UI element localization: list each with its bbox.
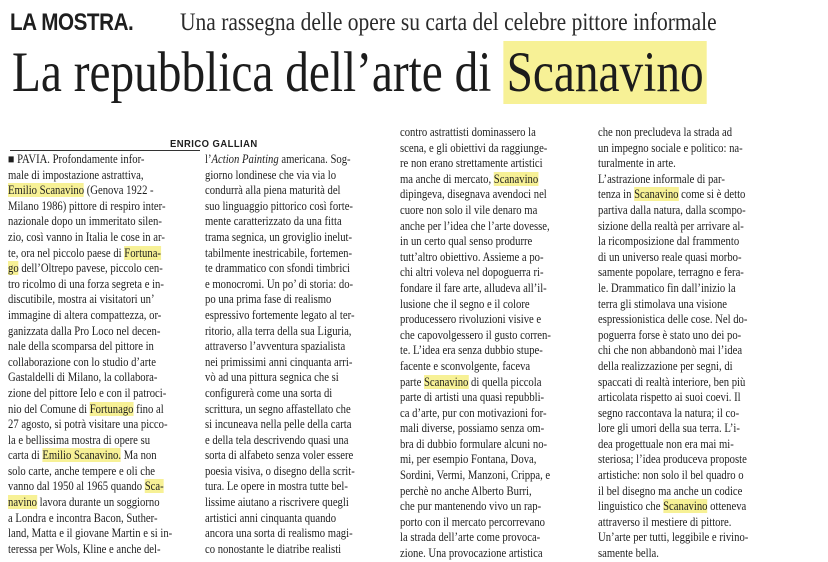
text-line: turalmente in arte. — [598, 156, 676, 171]
italic-term: Action Painting — [211, 152, 279, 166]
text-line: producessero rivoluzioni visive e — [400, 312, 542, 327]
text-line: in un certo qual senso produrre — [400, 234, 533, 249]
text-line: segno raccontava la natura; il co- — [598, 405, 740, 420]
text-line: po una prima fase di realismo — [205, 292, 332, 307]
text-line: dea progettuale non era mai mi- — [598, 436, 734, 451]
text-line: zione del pittore Ielo e con il patroci- — [8, 385, 167, 400]
text-line: artistici anni cinquanta quando — [205, 510, 337, 525]
text-line: samente bella. — [598, 546, 659, 561]
text-line: la ricomposizione dal frammento — [598, 234, 740, 249]
text-line: terra gli stimolava una visione — [598, 296, 728, 311]
highlighted-term: Emilio Scanavino. — [42, 448, 122, 463]
article-column-4 — [598, 125, 773, 562]
text-line: tutt’altro obiettivo. Assieme a po- — [400, 249, 544, 264]
text-line: sorta di alfabeto senza voler essere — [205, 448, 354, 463]
text-line: Milano 1986) pittore di respiro inter- — [8, 198, 166, 213]
text-line: facente e sconvolgente, faceva — [400, 358, 531, 373]
text-line: solo carte, anche tempere e oli che — [8, 463, 156, 478]
text-line: nale della scomparsa del pittore in — [8, 339, 154, 354]
text-line: zio, così vanno in Italia le cose in ar- — [8, 229, 165, 244]
text-line: ritorio, alla terra della sua Liguria, — [205, 323, 352, 338]
highlighted-term: Fortuna- — [124, 245, 161, 260]
highlighted-term: Scanavino — [663, 499, 708, 514]
highlighted-term: go — [8, 261, 19, 276]
text-line: che capovolgessero il gusto corren- — [400, 327, 551, 342]
text-line: navino lavora durante un soggiorno — [8, 495, 160, 510]
text-line: lusione che il segno e il colore — [400, 296, 530, 311]
text-line: scena, e gli obiettivi da raggiunge- — [400, 140, 548, 155]
text-line: discutibile, mostra ai visitatori un’ — [8, 292, 155, 307]
text-line: lissime aiutano a riscrivere quegli — [205, 495, 349, 510]
text-line: ■ PAVIA. Profondamente infor- — [8, 152, 145, 166]
text-line: dipingeva, disegnava avendoci nel — [400, 187, 547, 202]
text-line: a Londra e incontra Bacon, Suther- — [8, 510, 158, 525]
text-line: porto con il mercato percorrevano — [400, 514, 545, 529]
highlighted-term: navino — [8, 495, 38, 510]
text-line: 27 agosto, si potrà visitare una picco- — [8, 417, 168, 432]
text-line: re non erano strettamente artistici — [400, 156, 543, 171]
highlighted-term: Scanavino — [423, 374, 469, 389]
text-line: espressivo fortemente legato al ter- — [205, 307, 355, 322]
text-line: spaccati di realtà interiore, ben più — [598, 374, 746, 389]
highlighted-term: Emilio Scanavino — [8, 183, 85, 198]
text-line: vò ad una pittura segnica che si — [205, 370, 339, 385]
text-line: ancora una sorta di realismo magi- — [205, 526, 353, 541]
text-line: co nonostante le diatribe realisti — [205, 541, 342, 556]
text-line: nazionale dopo un immeritato silen- — [8, 214, 162, 229]
text-line: Un’arte per tutti, leggibile e rivino- — [598, 530, 749, 545]
text-line: e della tela descrivendo quasi una — [205, 432, 349, 447]
text-line: un impegno sociale e politico: na- — [598, 140, 743, 155]
text-line: steriosa; l’idea produceva proposte — [598, 452, 747, 467]
text-line: immagine di altera compattezza, or- — [8, 307, 162, 322]
text-line: che pur mantenendo vivo un rap- — [400, 499, 542, 514]
text-line: sizione della realtà per arrivare al- — [598, 218, 744, 233]
text-line: linguistico che Scanavino otteneva — [598, 499, 747, 514]
headline-highlight: Scanavino — [503, 41, 707, 104]
text-line: poguerra forse è stato uno dei po- — [598, 327, 742, 342]
text-line: la e bellissima mostra di opere su — [8, 432, 151, 447]
byline-rule — [10, 150, 200, 151]
text-line: fondare il fare arte, alludeva all’il- — [400, 280, 547, 295]
text-line: zione. Una provocazione artistica — [400, 546, 543, 561]
article-column-2 — [205, 152, 379, 557]
text-line: go dell’Oltrepo pavese, piccolo cen- — [8, 261, 163, 276]
text-line: perchè no anche Alberto Burri, — [400, 483, 532, 498]
headline-prefix: La repubblica dell’arte di — [12, 41, 492, 104]
text-line: chi altri voleva nel dopoguerra ri- — [400, 265, 544, 280]
text-line: carta di Emilio Scanavino. Ma non — [8, 448, 157, 463]
highlighted-term: Fortunago — [89, 401, 134, 416]
text-line: teressa per Wols, Kline e anche del- — [8, 541, 161, 556]
text-line: partiva dalla natura, dalla scompo- — [598, 202, 746, 217]
text-line: lore gli umori della sua terra. L’i- — [598, 421, 740, 436]
text-line: male di impostazione astrattiva, — [8, 167, 144, 182]
text-line: le. Drammatico fin dall’inizio la — [598, 280, 736, 295]
kicker — [10, 6, 717, 43]
text-line: collaborazione con lo studio d’arte — [8, 354, 156, 369]
text-line: te drammatico con sfondi timbrici — [205, 261, 351, 276]
text-line: condurrà alla piena maturità del — [205, 183, 341, 198]
text-line: L’astrazione informale di par- — [598, 171, 725, 186]
text-line: ca d’arte, pur con motivazioni for- — [400, 405, 547, 420]
highlighted-term: Scanavino — [634, 187, 679, 202]
text-line: l’Action Painting americana. Sog- — [205, 152, 351, 166]
text-line: ganizzata dalla Pro Loco nel decen- — [8, 323, 161, 338]
text-line: che non precludeva la strada ad — [598, 125, 733, 139]
text-line: anche per l’idea che l’arte dovesse, — [400, 218, 550, 233]
text-line: Gastaldelli di Milano, la collabora- — [8, 370, 158, 385]
highlighted-term: Scanavino — [493, 171, 539, 186]
text-line: mi, per esempio Fontana, Dova, — [400, 452, 537, 467]
text-line: configurerà come una sorta di — [205, 385, 333, 400]
text-line: tura. Le opere in mostra tutte bel- — [205, 479, 348, 494]
text-line: land, Matta e il giovane Martin e si in- — [8, 526, 173, 541]
text-line: espressionistica delle cose. Nel do- — [598, 312, 748, 327]
text-line: attraverso il mestiere di pittore. — [598, 514, 732, 529]
text-line: tro ricolmo di una forza segreta e in- — [8, 276, 164, 291]
text-line: ma anche di mercato, Scanavino — [400, 171, 539, 186]
text-line: la strada dell’arte come provoca- — [400, 530, 541, 545]
text-line: poesia visiva, o disegno della scrit- — [205, 463, 355, 478]
text-line: vanno dal 1950 al 1965 quando Sca- — [8, 479, 164, 494]
text-line: nio del Comune di Fortunago fino al — [8, 401, 164, 416]
text-line: scrittura, un segno affastellato che — [205, 401, 351, 416]
text-line: mente caratterizzato da una fitta — [205, 214, 342, 229]
text-line: trama segnica, un groviglio inelut- — [205, 229, 353, 244]
text-line: attraverso l’avventura spazialista — [205, 339, 346, 354]
highlighted-term: Sca- — [144, 479, 164, 494]
text-line: te, ora nel piccolo paese di Fortuna- — [8, 245, 161, 260]
kicker-subtitle: Una rassegna delle opere su carta del celebre pittore informale — [180, 9, 717, 36]
text-line: Emilio Scanavino (Genova 1922 - — [8, 183, 154, 198]
article-column-1 — [8, 152, 199, 557]
headline — [12, 40, 707, 106]
text-line: chi che non abbandonò mai l’idea — [598, 343, 743, 358]
text-line: articolata rispetto ai suoi coevi. Il — [598, 390, 741, 405]
text-line: il bel disegno ma anche un codice — [598, 483, 743, 498]
text-line: e monocromi. Un po’ di storia: do- — [205, 276, 354, 291]
text-line: suo linguaggio pittorico così forte- — [205, 198, 353, 213]
text-line: parte di artisti una quasi repubbli- — [400, 390, 545, 405]
text-line: artistiche: non solo il bel quadro o — [598, 468, 744, 483]
text-line: te. L’idea era senza dubbio stupe- — [400, 343, 543, 358]
text-line: bra di dubbio formulare alcuni no- — [400, 436, 548, 451]
text-line: si incuneava nella pelle della carta — [205, 417, 352, 432]
text-line: della realizzazione per segni, di — [598, 358, 733, 373]
byline: ENRICO GALLIAN — [170, 138, 258, 150]
text-line: giorno londinese che via via lo — [205, 167, 337, 182]
text-line: mali diverse, possiamo senza om- — [400, 421, 545, 436]
text-line: Sordini, Vermi, Manzoni, Crippa, e — [400, 468, 551, 483]
text-line: samente popolare, terragno e fera- — [598, 265, 744, 280]
article-column-3 — [400, 125, 575, 562]
text-line: parte Scanavino di quella piccola — [400, 374, 542, 389]
text-line: contro astrattisti dominassero la — [400, 125, 536, 139]
text-line: di un universo reale quasi morbo- — [598, 249, 742, 264]
kicker-label: LA MOSTRA. — [10, 9, 134, 36]
text-line: nei primissimi anni cinquanta arri- — [205, 354, 353, 369]
text-line: cuore non solo il vile denaro ma — [400, 202, 538, 217]
text-line: tenza in Scanavino come si è detto — [598, 187, 746, 202]
text-line: tabilmente inestricabile, fortemen- — [205, 245, 353, 260]
